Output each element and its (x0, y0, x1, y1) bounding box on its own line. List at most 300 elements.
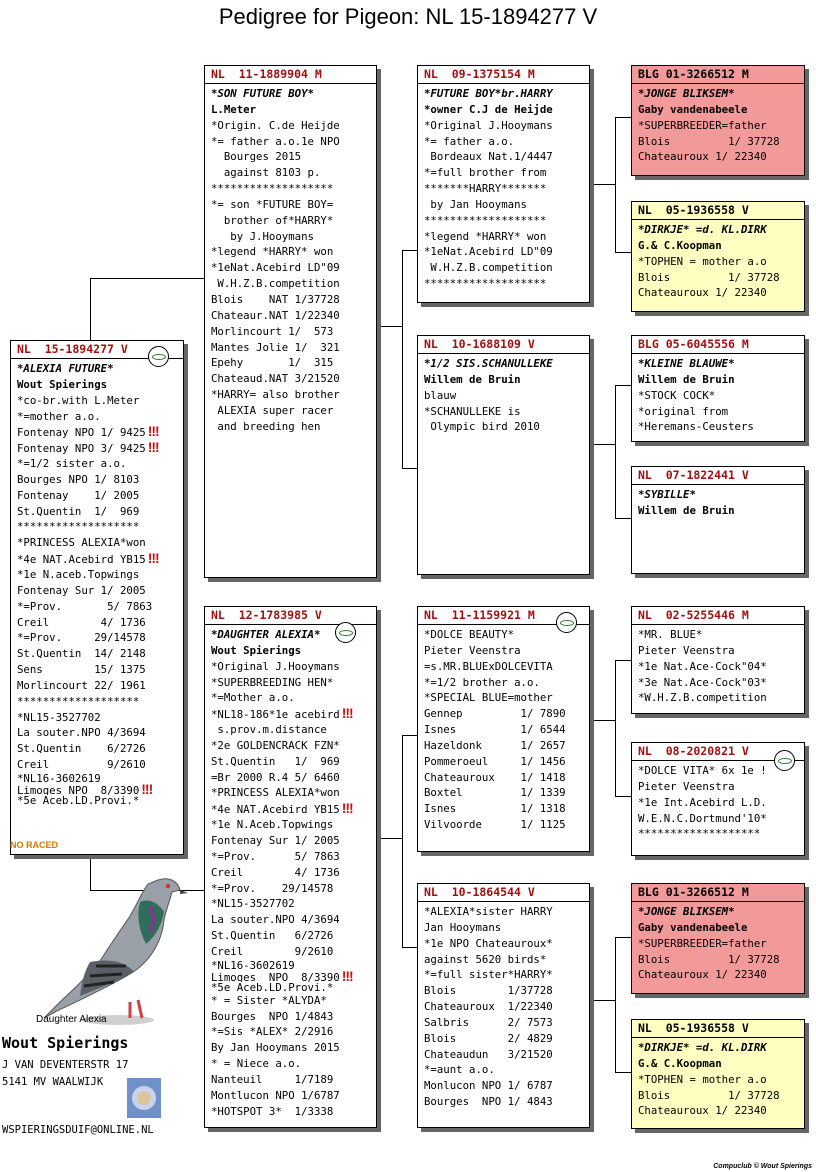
pedigree-line (211, 881, 373, 897)
pedigree-line-text: ******************* (638, 827, 761, 841)
pedigree-line (211, 1024, 373, 1040)
pedigree-line-text: brother of*HARRY* (211, 213, 334, 227)
pedigree-line (17, 710, 180, 726)
pedigree-line (211, 770, 373, 786)
pedigree-line-text: Blois 1/ 37728 (638, 1088, 780, 1102)
pedigree-line-text: Bourges 2015 (211, 150, 302, 164)
pedigree-line (424, 952, 586, 968)
dam-dam-sire-card (631, 883, 805, 994)
pedigree-line (638, 487, 801, 503)
pedigree-line (424, 904, 586, 920)
pedigree-line (424, 817, 586, 833)
pedigree-line (424, 404, 586, 420)
pedigree-line-text: *HARRY= also brother (211, 388, 340, 402)
pedigree-line-text: G.& C.Koopman (638, 1056, 722, 1070)
pedigree-line-text: *MR. BLUE* (638, 628, 703, 641)
pedigree-line-text: *JONGE BLIKSEM* (638, 87, 735, 100)
pedigree-line (211, 244, 373, 260)
pedigree-line (638, 795, 801, 811)
pedigree-line-text: *NL15-3527702 (17, 710, 101, 724)
pedigree-line (638, 1040, 801, 1056)
pedigree-line (17, 630, 180, 646)
pedigree-line-text: Chateaud.NAT 3/21520 (211, 372, 340, 386)
pedigree-line (424, 801, 586, 817)
pedigree-line-text: by Jan Hooymans (424, 197, 527, 211)
page-title: Pedigree for Pigeon: NL 15-1894277 V (218, 4, 598, 29)
pedigree-line-text: *FUTURE BOY*br.HARRY (424, 87, 553, 100)
pedigree-line (17, 662, 180, 678)
pedigree-line (638, 659, 801, 675)
emphasis-mark: !!! (147, 424, 159, 440)
pedigree-line (211, 982, 373, 993)
pedigree-line-text: Epehy 1/ 315 (211, 356, 334, 370)
pedigree-line (211, 659, 373, 675)
pedigree-line-text: Creil 9/2610 (17, 758, 146, 772)
pedigree-line (424, 738, 586, 754)
pedigree-line-text: Blois 1/ 37728 (638, 270, 780, 284)
pedigree-line-text: Blois 1/37728 (424, 984, 553, 998)
pedigree-line (424, 785, 586, 801)
ring-number: NL 10-1864544 V (418, 884, 589, 902)
pedigree-line-text: by J.Hooymans (211, 229, 314, 243)
pedigree-line (211, 308, 373, 324)
pedigree-line-text: St.Quentin 6/2726 (17, 742, 146, 756)
pedigree-line-text: Chateauroux 1/ 22340 (638, 286, 767, 300)
pedigree-line-text: *legend *HARRY* won (211, 245, 334, 259)
pedigree-line (211, 865, 373, 881)
pedigree-line (638, 811, 801, 827)
pedigree-line (211, 260, 373, 276)
emphasis-mark: !!! (341, 706, 353, 722)
pedigree-line-text: *4e NAT.Acebird YB15 (211, 803, 340, 817)
pedigree-line (424, 643, 586, 659)
pedigree-line (211, 355, 373, 371)
pedigree-line-text: W.H.Z.B.competition (211, 277, 340, 291)
pedigree-line (211, 118, 373, 134)
pedigree-line-text: *= son *FUTURE BOY= (211, 197, 334, 211)
emphasis-mark: !!! (147, 440, 159, 456)
pedigree-line (424, 181, 586, 197)
pedigree-line-text: Blois 1/ 37728 (638, 134, 780, 148)
pedigree-notes (11, 359, 183, 808)
pedigree-line-text: Creil 4/ 1736 (17, 615, 146, 629)
pigeon-photo (30, 862, 190, 1032)
pedigree-line-text: Nanteuil 1/7189 (211, 1072, 334, 1086)
pedigree-line-text: ******************* (17, 694, 140, 708)
pedigree-line (211, 896, 373, 912)
pedigree-line-text: Chateaudun 3/21520 (424, 1047, 553, 1061)
pedigree-line (638, 675, 801, 691)
pedigree-line-text: =s.MR.BLUExDOLCEVITA (424, 659, 553, 673)
pedigree-line-text: By Jan Hooymans 2015 (211, 1041, 340, 1055)
pedigree-line (424, 229, 586, 245)
pedigree-line-text: Boxtel 1/ 1339 (424, 786, 566, 800)
pedigree-line (424, 754, 586, 770)
pedigree-line-text: La souter.NPO 4/3694 (211, 913, 340, 927)
pedigree-line-text: ******************* (424, 213, 547, 227)
sire-sire-dam-card (631, 201, 805, 312)
pedigree-line-text: *JONGE BLIKSEM* (638, 905, 735, 918)
pedigree-line-text: s.prov.m.distance (211, 723, 327, 737)
dam-dam-dam-card (631, 1019, 805, 1129)
owner-address-line1: J VAN DEVENTERSTR 17 (2, 1059, 129, 1071)
pedigree-line (211, 1056, 373, 1072)
pedigree-line (17, 377, 180, 393)
pedigree-line (211, 722, 373, 738)
pedigree-line-text: Gaby vandenabeele (638, 102, 748, 116)
pedigree-line (211, 833, 373, 849)
pedigree-line (638, 690, 801, 706)
pedigree-line-text: W.H.Z.B.competition (424, 261, 553, 275)
pedigree-line-text: ******************* (211, 182, 334, 196)
pedigree-line (424, 706, 586, 722)
pedigree-line (424, 983, 586, 999)
pedigree-line (638, 149, 801, 165)
pedigree-line (211, 181, 373, 197)
pedigree-line-text: W.E.N.C.Dortmund'10* (638, 811, 767, 825)
pedigree-line-text: *******HARRY******* (424, 182, 547, 196)
pedigree-line-text: *W.H.Z.B.competition (638, 691, 767, 705)
pedigree-line-text: *=Prov. 29/14578 (17, 631, 146, 645)
pedigree-notes (418, 902, 589, 1112)
pedigree-line-text: *owner C.J de Heijde (424, 102, 553, 116)
ring-number: NL 11-1159921 M (418, 607, 589, 625)
pedigree-line-text: Fontenay 1/ 2005 (17, 488, 140, 502)
pedigree-line-text: Fontenay Sur 1/ 2005 (17, 583, 146, 597)
pedigree-line-text: Sens 15/ 1375 (17, 663, 146, 677)
pedigree-line-text: *=Prov. 5/ 7863 (17, 599, 153, 613)
sire-sire-sire-card (631, 65, 805, 176)
pedigree-line-text: Chateauroux 1/22340 (424, 1000, 553, 1014)
pedigree-line-text: *4e NAT.Acebird YB15 (17, 553, 146, 567)
pedigree-line-text: Bordeaux Nat.1/4447 (424, 150, 553, 164)
ring-number: NL 12-1783985 V (205, 607, 376, 625)
pedigree-line-text: Vilvoorde 1/ 1125 (424, 818, 566, 832)
pedigree-line-text: Willem de Bruin (638, 503, 735, 517)
pedigree-line (17, 551, 180, 567)
pedigree-line (424, 659, 586, 675)
pedigree-line-text: ******************* (424, 277, 547, 291)
pedigree-line (211, 801, 373, 817)
owner-address-line2: 5141 MV WAALWIJK (2, 1076, 104, 1088)
pedigree-line (638, 270, 801, 286)
pedigree-line-text: Pieter Veenstra (638, 779, 735, 793)
pedigree-line-text: L.Meter (211, 102, 257, 116)
pedigree-line (424, 1094, 586, 1110)
pedigree-line-text: *1eNat.Acebird LD"09 (424, 245, 553, 259)
pedigree-line-text: *Origin. C.de Heijde (211, 118, 340, 132)
pedigree-line-text: *SCHANULLEKE is (424, 404, 521, 418)
pedigree-line-text: Chateauroux 1/ 22340 (638, 1104, 767, 1118)
pedigree-line-text: Creil 9/2610 (211, 944, 334, 958)
pedigree-line (17, 424, 180, 440)
pedigree-line-text: Olympic bird 2010 (424, 420, 540, 434)
pedigree-line-text: ALEXIA super racer (211, 403, 334, 417)
pedigree-notes (418, 625, 589, 835)
pedigree-line-text: *KLEINE BLAUWE* (638, 357, 735, 370)
pedigree-line (638, 952, 801, 968)
pedigree-line (638, 826, 801, 842)
pedigree-line-text: St.Quentin 1/ 969 (17, 504, 140, 518)
pedigree-line-text: blauw (424, 388, 457, 402)
pedigree-line (638, 254, 801, 270)
pedigree-line-text: La souter.NPO 4/3694 (17, 726, 146, 740)
pedigree-line (17, 583, 180, 599)
ring-number: NL 11-1889904 M (205, 66, 376, 84)
pedigree-line-text: *SPECIAL BLUE=mother (424, 691, 553, 705)
pedigree-line (211, 754, 373, 770)
pedigree-line-text: G.& C.Koopman (638, 238, 722, 252)
pedigree-line (211, 1072, 373, 1088)
pedigree-line (211, 643, 373, 659)
pedigree-line (638, 285, 801, 301)
club-logo-icon (774, 750, 795, 771)
pedigree-line (638, 404, 801, 420)
pedigree-line (424, 722, 586, 738)
pedigree-line (638, 920, 801, 936)
pedigree-line-text: *DIRKJE* =d. KL.DIRK (638, 1041, 767, 1054)
pedigree-line-text: *PRINCESS ALEXIA*won (211, 786, 340, 800)
pedigree-line-text: Wout Spierings (17, 377, 108, 391)
pedigree-line-text: *= father a.o.1e NPO (211, 134, 340, 148)
emphasis-mark: !!! (341, 970, 353, 982)
pedigree-line (17, 567, 180, 583)
pedigree-line (638, 102, 801, 118)
ring-number: BLG 01-3266512 M (632, 66, 804, 84)
pedigree-line (17, 741, 180, 757)
pedigree-line (638, 1103, 801, 1119)
pedigree-line-text: Fontenay NPO 1/ 9425 (17, 426, 146, 440)
pedigree-line (211, 197, 373, 213)
pedigree-line-text: *ALEXIA FUTURE* (17, 362, 114, 375)
ring-number: NL 15-1894277 V (11, 341, 183, 359)
pedigree-notes (632, 354, 804, 437)
pedigree-line (424, 388, 586, 404)
pedigree-line (211, 993, 373, 1009)
pedigree-line (17, 678, 180, 694)
sire-dam-sire-card (631, 335, 805, 442)
pedigree-line-text: Bourges NPO 1/ 8103 (17, 472, 140, 486)
pedigree-line (17, 599, 180, 615)
pedigree-line-text: *TOPHEN = mother a.o (638, 1072, 767, 1086)
pedigree-line-text: *1eNat.Acebird LD"09 (211, 261, 340, 275)
pedigree-line (638, 1056, 801, 1072)
pedigree-line-text: *=Prov. 5/ 7863 (211, 849, 340, 863)
pedigree-line-text: Hazeldonk 1/ 2657 (424, 738, 566, 752)
pedigree-line (211, 971, 373, 982)
pedigree-line-text: Monlucon NPO 1/ 6787 (424, 1079, 553, 1093)
owner-email[interactable]: WSPIERINGSDUIF@ONLINE.NL (2, 1124, 154, 1136)
pedigree-line (638, 372, 801, 388)
pedigree-line (211, 675, 373, 691)
pedigree-line (211, 1009, 373, 1025)
footer-credit: Compuclub © Wout Spierings (713, 1163, 812, 1170)
ring-number: NL 09-1375154 M (418, 66, 589, 84)
pedigree-line (17, 488, 180, 504)
pedigree-line-text: Chateauroux 1/ 1418 (424, 770, 566, 784)
pedigree-line-text: *NL16-3602619 (17, 772, 101, 784)
pedigree-line (211, 944, 373, 960)
pedigree-line (17, 694, 180, 710)
pedigree-notes (632, 84, 804, 167)
ring-number: NL 07-1822441 V (632, 467, 804, 485)
pedigree-line (17, 646, 180, 662)
sire-dam-dam-card (631, 466, 805, 574)
pedigree-line-text: *1e NPO Chateauroux* (424, 936, 553, 950)
pedigree-line (211, 690, 373, 706)
pedigree-line (424, 356, 586, 372)
sire-dam-card (417, 335, 590, 575)
pedigree-line-text: Blois 1/ 37728 (638, 952, 780, 966)
pedigree-line (638, 238, 801, 254)
pedigree-notes (205, 625, 376, 1121)
pedigree-line-text: *SON FUTURE BOY* (211, 87, 314, 100)
ring-number: NL 10-1688109 V (418, 336, 589, 354)
pedigree-line (211, 1088, 373, 1104)
subject-pigeon-card (10, 340, 184, 855)
pedigree-line-text: *NL18-186*1e acebird (211, 708, 340, 722)
ring-number: BLG 05-6045556 M (632, 336, 804, 354)
emphasis-mark: !!! (147, 551, 159, 567)
dam-sire-sire-card (631, 606, 805, 714)
owner-name: Wout Spierings (2, 1034, 129, 1052)
dam-card (204, 606, 377, 1128)
pedigree-line (424, 419, 586, 435)
pedigree-line-text: *NL15-3527702 (211, 897, 295, 911)
pedigree-line (17, 440, 180, 456)
pedigree-line-text: *1/2 SIS.SCHANULLEKE (424, 357, 553, 370)
dam-sire-card (417, 606, 590, 852)
pedigree-line (17, 535, 180, 551)
pedigree-line (424, 936, 586, 952)
pedigree-line (424, 276, 586, 292)
pedigree-notes (205, 84, 376, 437)
pedigree-line (211, 419, 373, 435)
pedigree-line-text: St.Quentin 1/ 969 (211, 754, 340, 768)
pedigree-line (17, 773, 180, 784)
pedigree-notes (632, 902, 804, 985)
pedigree-line-text: * = Sister *ALYDA* (211, 993, 327, 1007)
pedigree-line-text: against 5620 birds* (424, 952, 547, 966)
pedigree-line-text: Morlincourt 1/ 573 (211, 324, 334, 338)
pedigree-line (638, 904, 801, 920)
pedigree-line (638, 779, 801, 795)
pedigree-line (638, 643, 801, 659)
pedigree-line-text: Willem de Bruin (424, 372, 521, 386)
pedigree-line (424, 244, 586, 260)
pedigree-line (638, 419, 801, 435)
pedigree-line-text: Creil 4/ 1736 (211, 865, 340, 879)
pedigree-line (17, 472, 180, 488)
pedigree-line (424, 213, 586, 229)
club-logo-icon (556, 612, 577, 633)
pedigree-line-text: *=Mother a.o. (211, 691, 295, 705)
pedigree-line (211, 706, 373, 722)
pedigree-line-text: *1e Nat.Ace-Cock"04* (638, 659, 767, 673)
pedigree-line-text: *5e Aceb.LD.Provi.* (211, 981, 334, 993)
pedigree-line-text: *=Sis *ALEX* 2/2916 (211, 1025, 334, 1039)
pedigree-line (211, 213, 373, 229)
pedigree-line (424, 118, 586, 134)
pedigree-line (211, 371, 373, 387)
pedigree-line (17, 393, 180, 409)
pedigree-notes (632, 485, 804, 521)
pedigree-line-text: *SUPERBREEDER=father (638, 936, 767, 950)
pedigree-line-text: *2e GOLDENCRACK FZN* (211, 738, 340, 752)
club-logo-icon (335, 622, 356, 643)
pedigree-line (638, 1088, 801, 1104)
pedigree-line-text: Chateauroux 1/ 22340 (638, 968, 767, 982)
pedigree-line-text: *1e N.aceb.Topwings (17, 567, 140, 581)
pedigree-line (211, 785, 373, 801)
pedigree-line (211, 165, 373, 181)
pedigree-line-text: *5e Aceb.LD.Provi.* (17, 794, 140, 806)
emphasis-mark: !!! (341, 801, 353, 817)
pedigree-line (424, 197, 586, 213)
pedigree-line-text: Pieter Veenstra (638, 643, 735, 657)
pedigree-line (211, 1104, 373, 1120)
pedigree-line-text: *HOTSPOT 3* 1/3338 (211, 1104, 334, 1118)
pedigree-line-text: Isnes 1/ 1318 (424, 802, 566, 816)
pedigree-line-text: =Br 2000 R.4 5/ 6460 (211, 770, 340, 784)
sire-sire-card (417, 65, 590, 303)
pedigree-line-text: *Original J.Hooymans (211, 659, 340, 673)
dam-dam-card (417, 883, 590, 1128)
pedigree-line-text: *DAUGHTER ALEXIA* (211, 628, 321, 641)
pedigree-line (211, 86, 373, 102)
pedigree-line-text: and breeding hen (211, 419, 321, 433)
pedigree-line-text: *DOLCE BEAUTY* (424, 628, 515, 641)
pedigree-line-text: *=1/2 sister a.o. (17, 457, 127, 471)
pedigree-line-text: *=aunt a.o. (424, 1063, 495, 1077)
pedigree-line-text: *Heremans-Ceusters (638, 420, 754, 434)
owner-logo-icon (127, 1078, 161, 1118)
pedigree-line-text: *SUPERBREEDER=father (638, 118, 767, 132)
pedigree-line-text: *1e Int.Acebird L.D. (638, 795, 767, 809)
pedigree-line (424, 1015, 586, 1031)
pedigree-line-text: Bourges NPO 1/ 4843 (424, 1095, 553, 1109)
pedigree-line-text: *STOCK COCK* (638, 388, 716, 402)
pedigree-line (211, 102, 373, 118)
pedigree-line (424, 1031, 586, 1047)
pedigree-line-text: *=mother a.o. (17, 409, 101, 423)
pedigree-line (211, 1040, 373, 1056)
pedigree-line (211, 912, 373, 928)
pedigree-line-text: *SUPERBREEDING HEN* (211, 675, 334, 689)
pedigree-line-text: Gaby vandenabeele (638, 920, 748, 934)
pedigree-notes (632, 1038, 804, 1121)
pedigree-line (424, 1062, 586, 1078)
pedigree-line (17, 795, 180, 806)
emphasis-mark: !!! (141, 783, 153, 795)
pedigree-line (211, 229, 373, 245)
pedigree-line (424, 102, 586, 118)
ring-number: NL 05-1936558 V (632, 202, 804, 220)
pedigree-line (424, 86, 586, 102)
pedigree-line (17, 725, 180, 741)
pedigree-notes (632, 625, 804, 708)
pedigree-line (424, 690, 586, 706)
pedigree-line-text: *PRINCESS ALEXIA*won (17, 536, 146, 550)
pedigree-line-text: Pieter Veenstra (424, 643, 521, 657)
pedigree-line-text: *legend *HARRY* won (424, 229, 547, 243)
pedigree-line (424, 920, 586, 936)
pedigree-line (211, 340, 373, 356)
pedigree-line-text: Chateaur.NAT 1/22340 (211, 308, 340, 322)
pedigree-line-text: Fontenay Sur 1/ 2005 (211, 833, 340, 847)
pedigree-notes (418, 84, 589, 294)
pedigree-line-text: *SYBILLE* (638, 488, 696, 501)
